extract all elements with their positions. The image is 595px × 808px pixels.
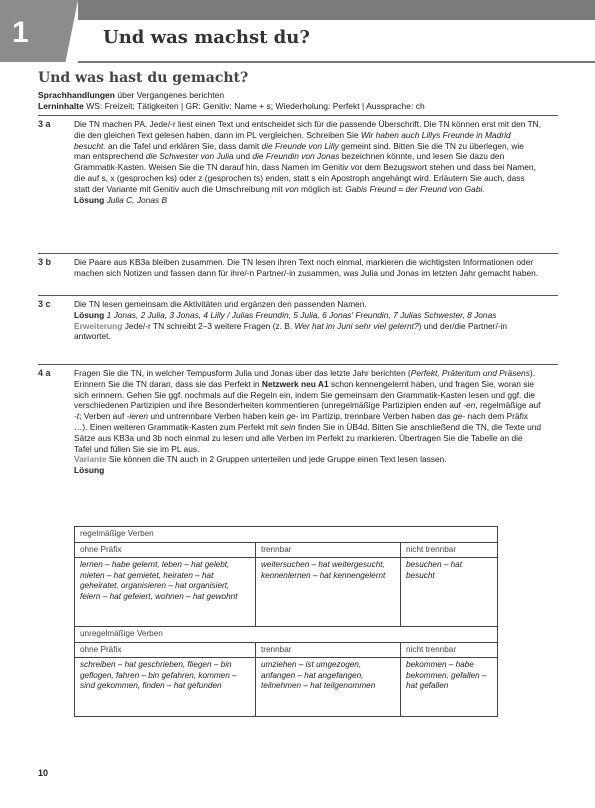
- table-cell: umziehen – ist umgezogen, anfangen – hat angefangen, teilnehmen – hat teilgenommen: [256, 658, 401, 717]
- sprachhandlungen-label: Sprachhandlungen: [38, 90, 115, 100]
- loesung-text: Julia C, Jonas B: [106, 194, 168, 205]
- example-phrase: die Freunde von Lilly: [261, 140, 339, 151]
- table-cell: bekommen – habe bekommen, gefallen – hat gefallen: [401, 658, 498, 717]
- lerninhalte-label: Lerninhalte: [38, 101, 84, 111]
- prefix: ge-: [453, 411, 466, 422]
- table-row: [75, 542, 498, 558]
- exercise-text: [74, 368, 542, 476]
- exercise-number: 3 a: [38, 119, 51, 129]
- divider-3a: [38, 115, 558, 116]
- suffix: -t: [74, 411, 80, 422]
- suffix: -ieren: [126, 411, 149, 422]
- text-run: und: [233, 151, 253, 162]
- book-title: Netzwerk neu A1: [261, 378, 329, 389]
- lerninhalte-text: WS: Freizeit; Tätigkeiten | GR: Genitiv: Name + s; Wiederholung: Perfekt | Aussprache: ch: [86, 101, 425, 111]
- variante-text: Sie können die TN auch in 2 Gruppen unterteilen und jede Gruppe einen Text lesen lassen.: [108, 454, 447, 465]
- text-run: Jede/-r TN schreibt 2–3 weitere Fragen (z. B.: [124, 320, 295, 331]
- page-number: 10: [38, 768, 49, 778]
- sprachhandlungen-line: [38, 90, 558, 101]
- text-run: Fragen Sie die TN, in welcher Tempusform Julia und Jonas über das letzte Jahr berichten (: [74, 368, 411, 378]
- erweiterung-label: Erweiterung: [74, 320, 123, 331]
- loesung-text: 1 Jonas, 2 Julia, 3 Jonas, 4 Lilly / Julias Freundin, 5 Julia, 6 Jonas' Freundin, 7 Julias Schwester, 8 Jonas: [106, 309, 497, 320]
- suffix: -en: [463, 400, 476, 411]
- col-trennbar: trennbar: [256, 642, 401, 658]
- text-run: Die TN lesen gemeinsam die Aktivitäten und ergänzen den passenden Namen.: [74, 299, 367, 309]
- text-run: und untrennbare Verben haben kein: [148, 411, 287, 422]
- table-row: [75, 527, 498, 543]
- table-cell: weitersuchen – hat weitergesucht, kennenlernen – hat kennengelernt: [256, 558, 401, 627]
- text-run: Die TN machen PA. Jede/-r liest einen Text und entscheidet sich für die passende Überschrift. Die TN können erst mit den TN, die den gleichen Text gelesen haben, dann im PL vergleichen. Schreiben Sie: [74, 119, 542, 140]
- example-word: von: [285, 183, 299, 194]
- text-run: finden Sie in ÜB4d. Bitten Sie anschließend die TN, die Texte und Sätze aus KB3a und 3b noch einmal zu lesen und alle Verben im Perfekt zu markieren. Übertragen Sie die Tabelle an die Tafel und füllen Sie sie im PL aus.: [74, 421, 542, 454]
- exercise-text: [74, 299, 542, 342]
- example-sentence: Gabis Freund = der Freund von Gabi.: [345, 183, 485, 194]
- exercise-number: 3 c: [38, 299, 51, 309]
- text-run: Die Paare aus KB3a bleiben zusammen. Die TN lesen ihren Text noch einmal, markieren die wichtigsten Informationen oder machen sich Notizen und fassen dann für ihre/-n Partner/-in zusammen, was Julia und Jonas im letzten Jahr gemacht haben.: [74, 257, 539, 278]
- regular-verbs-header: regelmäßige Verben: [75, 527, 498, 543]
- exercise-text: [74, 257, 542, 279]
- col-trennbar: trennbar: [256, 542, 401, 558]
- exercise-number: 3 b: [38, 257, 52, 267]
- exercise-number: 4 a: [38, 368, 51, 378]
- divider-3b: [38, 253, 558, 254]
- header-divider: [78, 61, 595, 63]
- text-run: gemeint sind. Bitten Sie die TN zu überlegen, wie man entsprechend: [74, 140, 524, 162]
- col-nicht-trennbar: nicht trennbar: [401, 642, 498, 658]
- text-run: ; Verben auf: [79, 411, 127, 422]
- example-phrase: die Schwester von Julia: [145, 151, 234, 162]
- chapter-number: 1: [12, 16, 29, 49]
- verb-word: sein: [280, 421, 296, 432]
- col-ohne-praefix: ohne Präfix: [75, 542, 256, 558]
- table-cell: lernen – habe gelernt, leben – hat gelebt, mieten – hat gemietet, heiraten – hat geheiratet, organisieren – hat organisiert, feiern – hat gefeiert, wohnen – hat gewohnt: [75, 558, 256, 627]
- table-cell: schreiben – hat geschrieben, fliegen – bin geflogen, fahren – bin gefahren, kommen – sind gekommen, finden – hat gefunden: [75, 658, 256, 717]
- loesung-label: Lösung: [74, 465, 105, 476]
- exercise-text: [74, 119, 542, 205]
- sprachhandlungen-text: über Vergangenes berichten: [117, 90, 225, 100]
- section-title: Und was hast du gemacht?: [38, 70, 249, 86]
- example-sentence: Wer hat im Juni sehr viel gelernt?: [294, 320, 419, 331]
- table-row: [75, 627, 498, 643]
- table-cell: besuchen – hat besucht: [401, 558, 498, 627]
- table-row: [75, 658, 498, 717]
- divider-3c: [38, 295, 558, 296]
- divider-4a: [38, 364, 558, 365]
- table-row: [75, 558, 498, 627]
- irregular-verbs-header: unregelmäßige Verben: [75, 627, 498, 643]
- lerninhalte-line: [38, 101, 558, 112]
- text-run: , regelmäßige auf: [475, 400, 541, 411]
- text-run: schon kennengelernt haben, und fragen Sie, woran sie sich erinnern. Gehen Sie ggf. nochmals auf die Regeln ein, indem Sie gemeinsam den Grammatik-Kasten lesen und ggf. die verschiedenen Partizipien und ihre Besonderheiten kommentieren (unregelmäßige Partizipien enden auf: [74, 378, 535, 411]
- chapter-title: Und was machst du?: [103, 27, 310, 48]
- example-phrase: die Freundin von Jonas: [252, 151, 340, 162]
- text-run: ). Erinnern Sie die TN daran, dass sie das Perfekt in: [74, 368, 536, 389]
- solution-table: [74, 526, 498, 717]
- text-run: nach dem Präfix …). Einen weiteren Grammatik-Kasten zum Perfekt mit: [74, 411, 528, 432]
- text-run: im Partizip, trennbare Verben haben das: [298, 411, 454, 422]
- text-run: bezeichnen könnte, und lesen Sie dazu den Grammatik-Kasten. Weisen Sie die TN darauf hin, dass Namen im Genitiv vor dem Bezugswort stehen und dass bei Namen, die auf s, x (gesprochen ks) oder z (gesprochen ts) enden, statt s ein Apostroph angehängt wird. Erläutern Sie auch, dass statt der Variante mit Genitiv auch die Umschreibung mit: [74, 151, 536, 194]
- tense-list: Perfekt, Präteritum und Präsens: [410, 368, 530, 378]
- table-row: [75, 642, 498, 658]
- example-sentence: Wir haben auch Lillys Freunde in Madrid besucht.: [74, 129, 511, 151]
- col-nicht-trennbar: nicht trennbar: [401, 542, 498, 558]
- loesung-label: Lösung: [74, 309, 105, 320]
- loesung-label: Lösung: [74, 194, 105, 205]
- header-strip: [78, 0, 595, 20]
- variante-label: Variante: [74, 454, 107, 465]
- prefix: ge-: [286, 411, 299, 422]
- text-run: ) und der/die Partner/-in antwortet.: [74, 320, 508, 342]
- col-ohne-praefix: ohne Präfix: [75, 642, 256, 658]
- text-run: möglich ist:: [298, 183, 346, 194]
- text-run: an die Tafel und erklären Sie, dass damit: [105, 140, 262, 151]
